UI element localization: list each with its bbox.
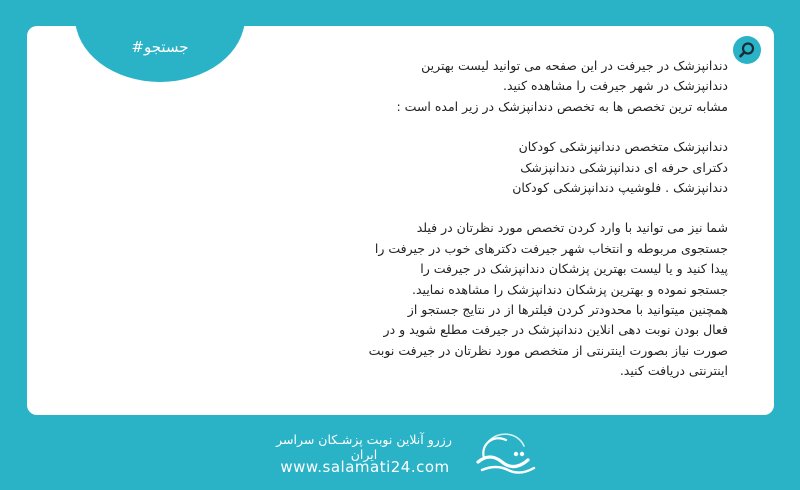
site-url[interactable]: www.salamati24.com: [280, 458, 450, 476]
related-specialty-item: دکترای حرفه ای دندانپزشکی دندانپزشک: [520, 159, 728, 175]
guide-line: همچنین میتوانید با محدودتر کردن فیلترها از در نتایج جستجو از: [407, 302, 728, 318]
related-specialties: [208, 137, 728, 198]
salamati-logo-icon: [472, 428, 540, 480]
guide-line: پیدا کنید و یا لیست بهترین پزشکان دندانپزشک در جیرفت را: [420, 261, 728, 277]
guide-paragraph: [208, 218, 728, 381]
guide-line: جستجوی مربوطه و انتخاب شهر جیرفت دکترهای خوب در جیرفت را: [374, 240, 728, 256]
hashtag-label: #جستجو: [131, 38, 189, 56]
guide-line: صورت نیاز بصورت اینترنتی از متخصص مورد نظرتان در جیرفت نوبت: [368, 342, 728, 358]
intro-paragraph: [208, 56, 728, 117]
guide-line: اینترنتی دریافت کنید.: [619, 363, 728, 379]
search-button[interactable]: [733, 36, 761, 64]
guide-line: فعال بودن نوبت دهی انلاین دندانپزشک در جیرفت مطلع شوید و در: [383, 322, 728, 338]
guide-line: شما نیز می توانید با وارد کردن تخصص مورد نظرتان در فیلد: [416, 220, 728, 236]
intro-line: دندانپزشک در شهر جیرفت را مشاهده کنید.: [502, 78, 728, 94]
search-icon: [738, 41, 756, 59]
intro-line: دندانپزشک در جیرفت در این صفحه می توانید لیست بهترین: [421, 58, 728, 73]
related-specialty-item: دندانپزشک متخصص دندانپزشکی کودکان: [518, 139, 728, 155]
related-specialty-item: دندانپزشک . فلوشیپ دندانپزشکی کودکان: [512, 180, 728, 196]
content-card: [27, 26, 774, 415]
footer-tagline: رزرو آنلاین نوبت پزشـکان سراسر ایران: [276, 432, 452, 462]
description-text: [208, 56, 728, 402]
guide-line: جستجو نموده و بهترین پزشکان دندانپزشک را مشاهده نمایید.: [412, 281, 728, 297]
intro-line: مشابه ترین تخصص ها به تخصص دندانپزشک در زیر امده است :: [396, 98, 728, 114]
